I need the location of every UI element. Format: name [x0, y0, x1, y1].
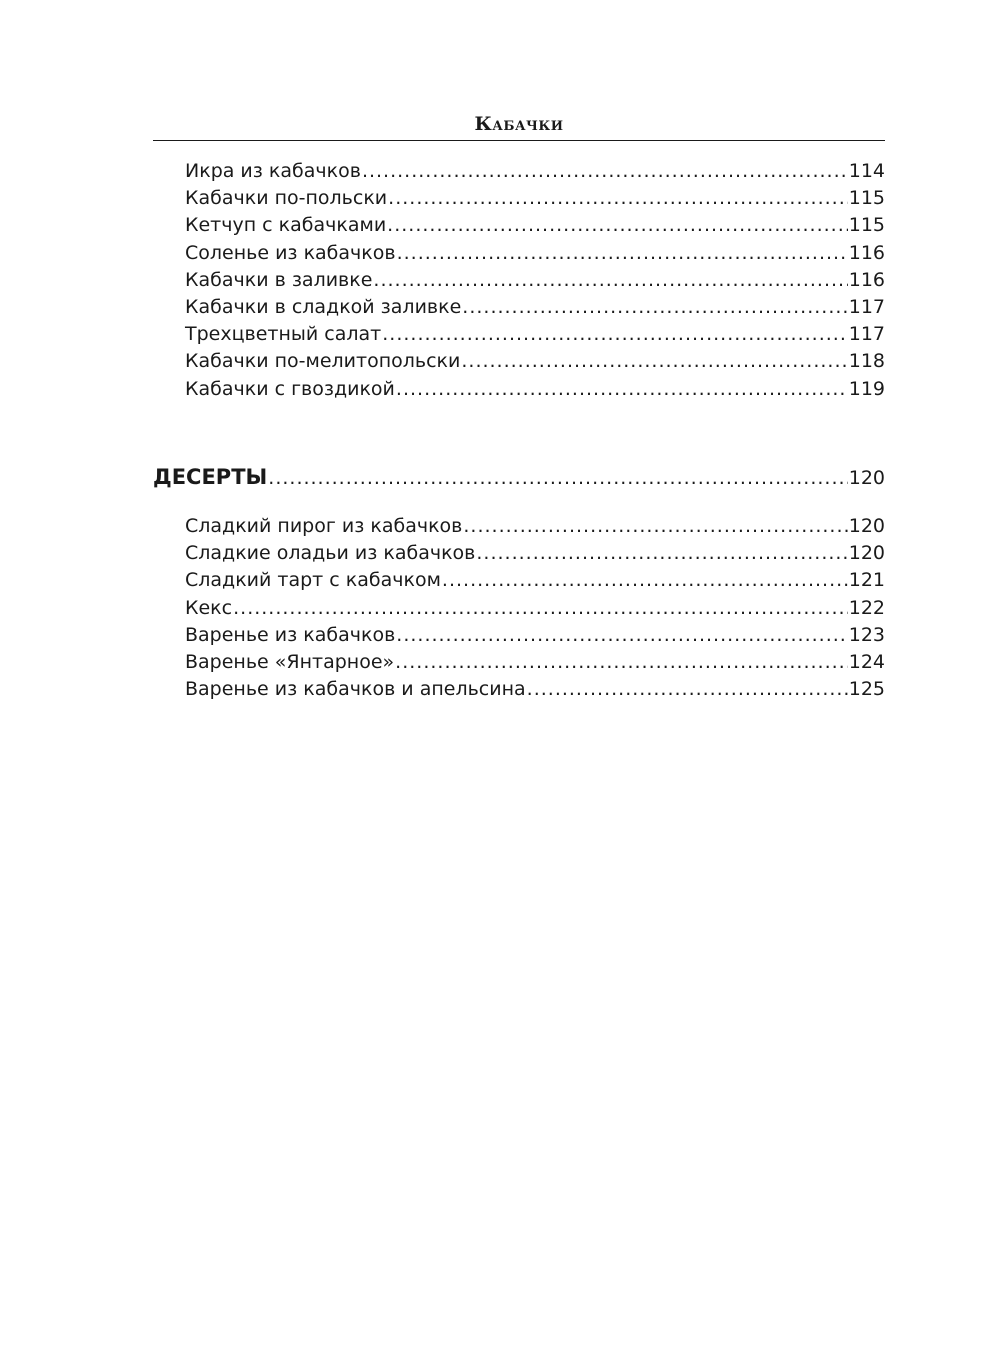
dot-leader	[395, 649, 848, 676]
toc-group-desserts	[185, 513, 885, 703]
toc-entry-page: 123	[848, 623, 885, 646]
dot-leader	[388, 185, 848, 212]
dot-leader	[527, 676, 848, 703]
toc-entry-page: 120	[848, 542, 885, 565]
toc-entry[interactable]	[185, 595, 885, 622]
toc-entry-page: 117	[848, 295, 885, 318]
toc-entry-title: Сладкий пирог из кабачков	[185, 515, 463, 537]
toc-entry[interactable]	[185, 676, 885, 703]
toc-entry-title: Варенье из кабачков и апельсина	[185, 678, 526, 701]
toc-entry-page: 114	[848, 160, 885, 182]
toc-group-zucchini	[185, 158, 885, 403]
toc-entry[interactable]	[185, 540, 885, 567]
dot-leader	[396, 376, 848, 403]
toc-section-desserts[interactable]	[153, 462, 885, 492]
toc-entry-title: Трехцветный салат	[185, 323, 382, 346]
dot-leader	[396, 622, 847, 649]
toc-entry[interactable]	[185, 348, 885, 375]
dot-leader	[373, 267, 847, 294]
toc-entry[interactable]	[185, 185, 885, 212]
running-header	[153, 108, 885, 141]
toc-entry-page: 125	[848, 678, 885, 701]
toc-entry[interactable]	[185, 649, 885, 676]
dot-leader	[362, 158, 848, 185]
toc-entry-page: 117	[848, 323, 885, 346]
dot-leader	[476, 540, 847, 567]
dot-leader	[442, 567, 848, 594]
toc-entry[interactable]	[185, 567, 885, 594]
toc-entry[interactable]	[185, 240, 885, 267]
toc-entry-page: 116	[848, 268, 885, 291]
toc-entry[interactable]	[185, 321, 885, 348]
toc-section-page: 120	[848, 467, 885, 489]
toc-entry-page: 124	[848, 650, 885, 673]
toc-entry[interactable]	[185, 158, 885, 185]
toc-entry[interactable]	[185, 376, 885, 403]
toc-entry-title: Кабачки по-мелитопольски	[185, 350, 461, 373]
toc-entry-page: 115	[848, 187, 885, 210]
dot-leader	[387, 212, 848, 239]
toc-entry-title: Кабачки по-польски	[185, 187, 388, 210]
toc-entry-page: 119	[848, 377, 885, 400]
toc-entry[interactable]	[185, 212, 885, 239]
toc-entry-page: 121	[848, 569, 885, 592]
toc-entry-title: Кетчуп с кабачками	[185, 214, 387, 237]
running-header-title: Кабачки	[474, 113, 564, 135]
toc-entry-page: 120	[848, 515, 885, 537]
toc-entry[interactable]	[185, 294, 885, 321]
toc-entry-page: 115	[848, 214, 885, 237]
toc-entry-title: Икра из кабачков	[185, 160, 361, 182]
toc-entry-page: 118	[848, 350, 885, 373]
dot-leader	[233, 595, 848, 622]
toc-entry-page: 116	[848, 241, 885, 264]
dot-leader	[268, 463, 847, 493]
toc-entry-page: 122	[848, 596, 885, 619]
toc-entry-title: Сладкие оладьи из кабачков	[185, 542, 476, 565]
toc-entry-title: Сладкий тарт с кабачком	[185, 569, 441, 592]
toc-entry-title: Кабачки с гвоздикой	[185, 377, 395, 400]
toc-entry[interactable]	[185, 622, 885, 649]
dot-leader	[382, 321, 847, 348]
toc-entry-title: Варенье из кабачков	[185, 623, 396, 646]
toc-entry[interactable]	[185, 267, 885, 294]
dot-leader	[397, 240, 848, 267]
toc-entry-title: Кабачки в заливке	[185, 268, 373, 291]
dot-leader	[462, 294, 847, 321]
toc-entry-title: Соленье из кабачков	[185, 241, 396, 264]
toc-entry-title: Варенье «Янтарное»	[185, 650, 395, 673]
toc-section-title: ДЕСЕРТЫ	[153, 465, 268, 489]
toc-entry-title: Кабачки в сладкой заливке	[185, 295, 462, 318]
toc-entry-title: Кекс	[185, 596, 233, 619]
dot-leader	[461, 348, 847, 375]
toc-entry[interactable]	[185, 513, 885, 540]
dot-leader	[463, 513, 847, 540]
